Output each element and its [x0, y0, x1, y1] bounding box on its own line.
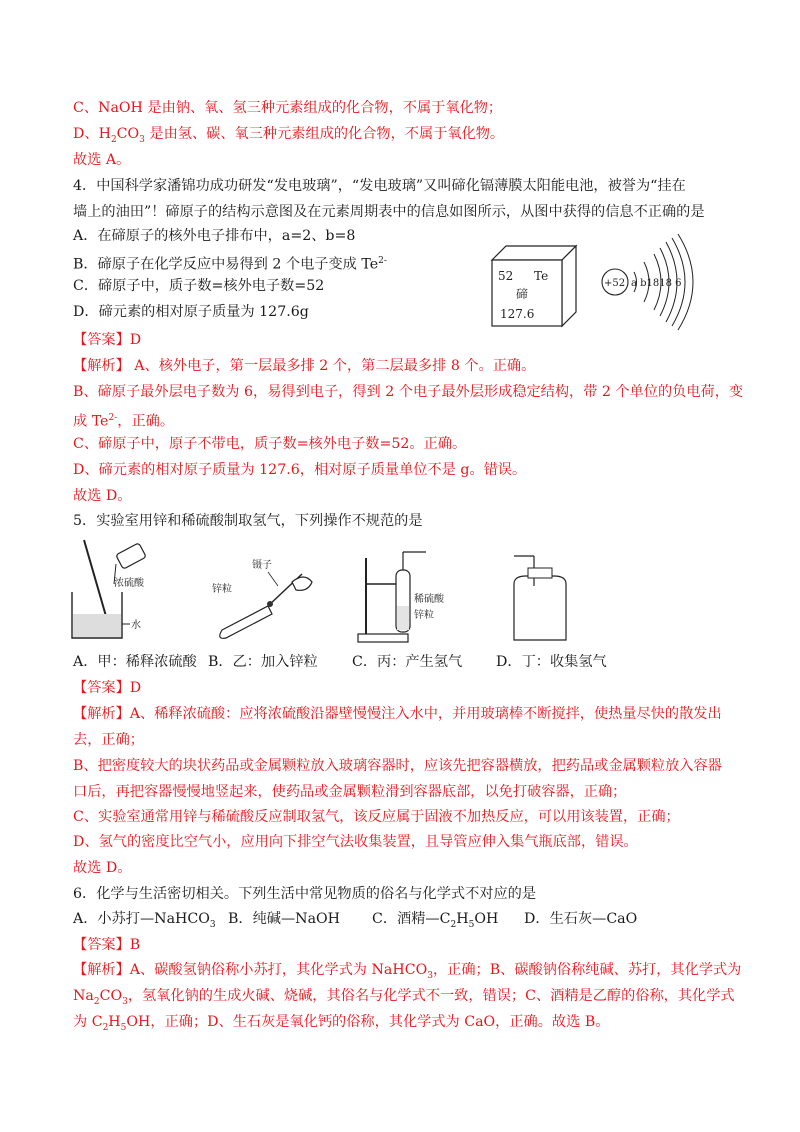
element-number: 52 [498, 269, 514, 283]
q4-explanation-5: D、碲元素的相对原子质量为 127.6，相对原子质量单位不是 g。错误。 [73, 462, 527, 478]
q5-option-c: C．丙：产生氢气 [352, 654, 463, 670]
q4-stem-2: 墙上的油田”！碲原子的结构示意图及在元素周期表中的信息如图所示，从图中获得的信息不正确的是 [73, 204, 705, 220]
q5-answer: 【答案】D [73, 680, 142, 696]
q4-option-a: A．在碲原子的核外电子排布中，a=2、b=8 [73, 228, 356, 244]
label-dilute-acid: 稀硫酸 [414, 594, 444, 605]
element-name: 碲 [516, 287, 529, 301]
q4-option-d: D．碲元素的相对原子质量为 127.6g [73, 304, 309, 320]
q4-explanation-3: 成 $Te^{2-}$，正确。 [73, 413, 175, 430]
label-zinc: 锌粒 [212, 584, 232, 595]
q6-answer: 【答案】B [73, 937, 141, 953]
label-zinc-2: 锌粒 [414, 610, 434, 621]
atom-structure-figure [598, 232, 708, 332]
q4-choose: 故选 D。 [73, 488, 132, 504]
produce-hydrogen-figure [352, 544, 462, 644]
q4-explanation-1: 【解析】 A、核外电子，第一层最多排 2 个，第二层最多排 8 个。正确。 [73, 358, 536, 374]
element-symbol: Te [534, 269, 549, 283]
q6-option-d: D．生石灰—CaO [524, 911, 638, 927]
nucleus-charge: +52 [604, 278, 626, 289]
collect-hydrogen-figure [506, 554, 576, 644]
q4-option-b: B．碲原子在化学反应中易得到 2 个电子变成 $Te^{2-}$ [73, 256, 387, 273]
q5-explanation-4: 口后，再把容器慢慢地竖起来，使药品或金属颗粒滑到容器底部，以免打破容器，正确； [73, 784, 627, 800]
q5-explanation-5: C、实验室通常用锌与稀硫酸反应制取氢气，该反应属于固液不加热反应，可以用该装置，正确； [73, 809, 680, 825]
q4-answer: 【答案】D [73, 332, 142, 348]
q5-explanation-3: B、把密度较大的块状药品或金属颗粒放入玻璃容器时，应该先把容器横放，把药品或金属颗粒放入容器 [73, 758, 722, 774]
q5-explanation-2: 去，正确； [73, 732, 144, 748]
q6-option-c: C．酒精$—C_2H_5OH$ [372, 911, 499, 930]
q6-option-b: B．纯碱—NaOH [228, 911, 341, 927]
q5-stem: 5．实验室用锌和稀硫酸制取氢气，下列操作不规范的是 [73, 513, 423, 529]
q5-explanation-6: D、氢气的密度比空气小，应用向下排空气法收集装置，且导管应伸入集气瓶底部，错误。 [73, 834, 638, 850]
element-tile-figure [488, 238, 582, 330]
q4-option-c: C．碲原子中，质子数=核外电子数=52 [73, 278, 325, 294]
prev-choose: 故选 A。 [73, 152, 131, 168]
q6-option-a: A．小苏打—NaHCO$_3$ [73, 911, 216, 930]
q5-choose: 故选 D。 [73, 860, 132, 876]
label-tweezers: 镊子 [252, 560, 272, 571]
prev-explanation-c: C、NaOH 是由钠、氧、氢三种元素组成的化合物，不属于氧化物； [73, 100, 503, 116]
q5-option-b: B．乙：加入锌粒 [208, 654, 318, 670]
q5-explanation-1: 【解析】A、稀释浓硫酸：应将浓硫酸沿器壁慢慢注入水中，并用玻璃棒不断搅拌，使热量尽快的散发出 [73, 706, 722, 722]
label-water: 水 [131, 620, 141, 631]
q6-explanation-1: 【解析】A、碳酸氢钠俗称小苏打，其化学式为 NaHCO$_3$，正确；B、碳酸钠俗称纯碱、苏打，其化学式为 [73, 962, 742, 981]
q5-option-a: A．甲：稀释浓硫酸 [73, 654, 197, 670]
dilute-acid-figure [64, 534, 174, 644]
q5-option-d: D．丁：收集氢气 [496, 654, 607, 670]
q6-explanation-3: 为 $C_2H_5OH$，正确；D、生石灰是氧化钙的俗称，其化学式为 CaO，正确。故选 B。 [73, 1014, 610, 1033]
prev-explanation-d: D、$H_2CO_3$ 是由氢、碳、氧三种元素组成的化合物，不属于氧化物。 [73, 126, 505, 145]
label-conc-acid: 浓硫酸 [114, 578, 144, 589]
q6-stem: 6．化学与生活密切相关。下列生活中常见物质的俗名与化学式不对应的是 [73, 886, 537, 902]
add-zinc-figure [208, 552, 320, 642]
q6-explanation-2: $Na_2CO_3$，氢氧化钠的生成火碱、烧碱，其俗名与化学式不一致，错误；C、酒精是乙醇的俗称，其化学式 [73, 988, 735, 1007]
electron-shells: a b1818 6 [631, 278, 682, 289]
q4-explanation-4: C、碲原子中，原子不带电，质子数=核外电子数=52。正确。 [73, 436, 467, 452]
q4-explanation-2: B、碲原子最外层电子数为 6，易得到电子，得到 2 个电子最外层形成稳定结构，带 2 个单位的负电荷，变 [73, 384, 744, 400]
element-mass: 127.6 [500, 307, 535, 321]
q4-stem-1: 4．中国科学家潘锦功成功研发“发电玻璃”，“发电玻璃”又叫碲化镉薄膜太阳能电池，被誉为“挂在 [73, 178, 686, 194]
